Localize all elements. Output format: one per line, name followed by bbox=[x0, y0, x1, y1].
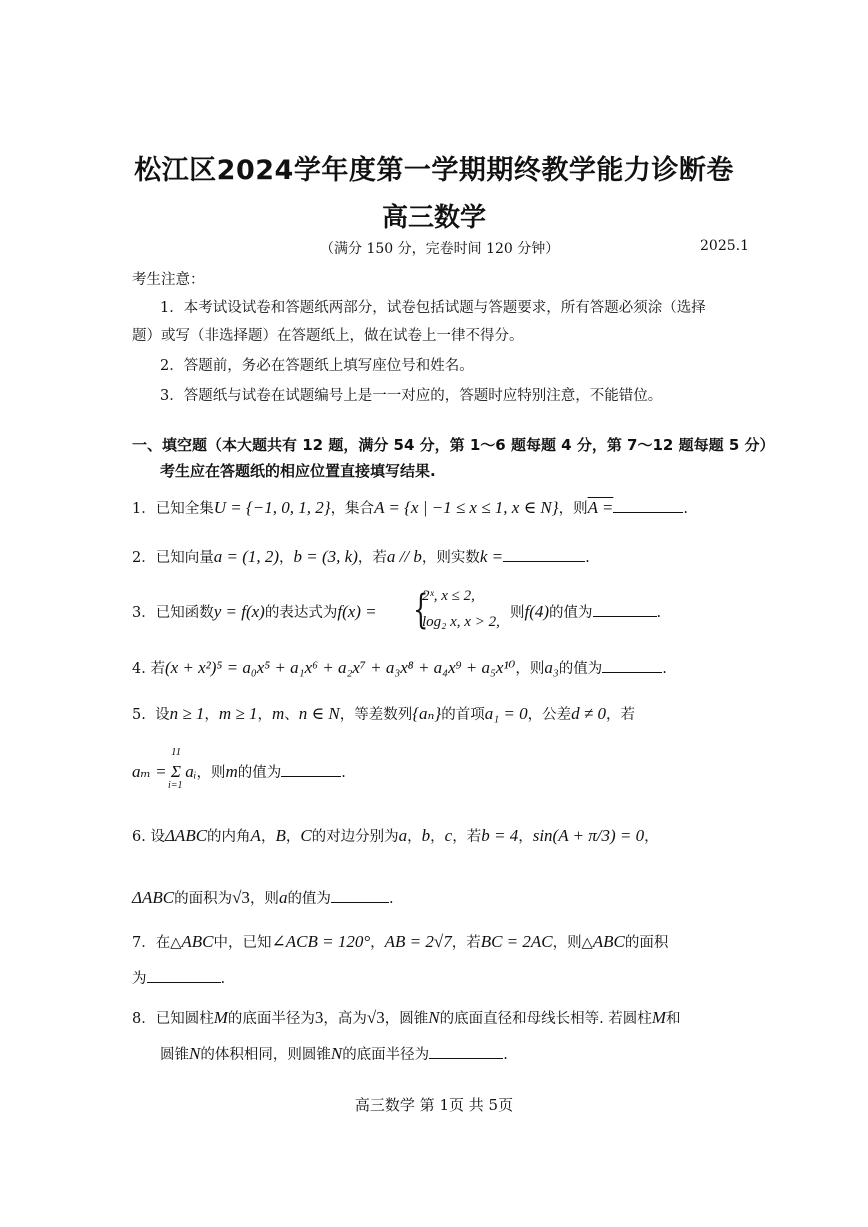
q3-text-2: 的表达式为 bbox=[264, 605, 338, 621]
q6-math-4: C bbox=[300, 826, 312, 845]
q8-text-5: 的底面直径和母线长相等. 若圆柱 bbox=[439, 1011, 652, 1027]
q8-math-3: √3 bbox=[366, 1008, 385, 1027]
q4-text-1: ，则 bbox=[515, 661, 545, 677]
q3-case-1: 2ˣ, x ≤ 2, bbox=[422, 588, 475, 604]
question-1 bbox=[132, 498, 688, 519]
q7-math-2: ∠ACB = 120° bbox=[271, 932, 371, 951]
q8-text-6: 和 bbox=[665, 1011, 681, 1027]
q5-number: 5. bbox=[132, 707, 146, 723]
q6-text-8: ， bbox=[518, 829, 533, 845]
q4-text-2: 的值为 bbox=[558, 661, 603, 677]
q6-text-13: . bbox=[388, 891, 394, 907]
q2-text-1: 已知向量 bbox=[155, 550, 214, 566]
q6-math-12: a bbox=[278, 888, 288, 907]
q6-math-8: b = 4 bbox=[481, 826, 519, 845]
q7-math-3: AB = 2√7 bbox=[384, 932, 452, 951]
question-4 bbox=[132, 658, 667, 679]
q3-math-1: y = f(x) bbox=[213, 602, 265, 621]
notice-heading: 考生注意： bbox=[132, 272, 205, 288]
q6-text-5: ， bbox=[407, 829, 422, 845]
q4-answer-blank[interactable] bbox=[602, 658, 662, 673]
q6-math-7: c bbox=[444, 826, 453, 845]
q8-math-6: N bbox=[189, 1044, 201, 1063]
q5-math-1: n ≥ 1 bbox=[169, 704, 205, 723]
q2-text-3: ，若 bbox=[357, 550, 387, 566]
q5-math-6: a₁ = 0 bbox=[484, 704, 528, 723]
q5-math-8: aₘ = Σ aᵢ bbox=[132, 762, 197, 781]
q1-number: 1． bbox=[132, 501, 156, 517]
q5-text-4: 、 bbox=[284, 707, 299, 723]
q8-text-7: 圆锥 bbox=[160, 1047, 189, 1063]
section-1-instruction: 考生应在答题纸的相应位置直接填写结果. bbox=[160, 462, 436, 480]
q7-text-2: 中，已知 bbox=[213, 935, 272, 951]
q6-text-1: 的内角 bbox=[207, 829, 251, 845]
q5-text-5: ，等差数列 bbox=[339, 707, 413, 723]
q6-number: 6. 设 bbox=[132, 829, 165, 845]
q7-number: 7． bbox=[132, 935, 156, 951]
q7-text-1: 在△ bbox=[155, 935, 182, 951]
q7-text-6: 的面积 bbox=[624, 935, 669, 951]
section-1-heading: 一、填空题（本大题共有 12 题，满分 54 分，第 1～6 题每题 4 分，第 7～12 题每题 5 分） bbox=[132, 436, 775, 454]
q2-math-1: a = (1, 2) bbox=[213, 547, 280, 566]
q5-math-5: {aₙ} bbox=[412, 704, 442, 723]
q5-answer-blank[interactable] bbox=[281, 762, 341, 777]
q4-math-2: a₃ bbox=[544, 658, 559, 677]
q4-math-1: (x + x²)⁵ = a₀x⁵ + a₁x⁶ + a₂x⁷ + a₃x⁸ + a₄x⁹ + a₅x¹⁰ bbox=[164, 658, 516, 677]
q7-text-7: 为 bbox=[132, 971, 147, 987]
exam-info: （满分 150 分，完卷时间 120 分钟） bbox=[320, 241, 560, 257]
q8-text-8: 的体积相同，则圆锥 bbox=[200, 1047, 331, 1063]
question-3 bbox=[132, 602, 377, 623]
q3-number: 3． bbox=[132, 605, 156, 621]
q6-text-9: ， bbox=[644, 829, 659, 845]
q3-text-4: 的值为 bbox=[549, 605, 593, 621]
q8-math-1: M bbox=[213, 1008, 228, 1027]
page-footer: 高三数学 第 1页 共 5页 bbox=[354, 1096, 514, 1114]
question-7-line-2 bbox=[132, 968, 225, 989]
q8-text-1: 已知圆柱 bbox=[155, 1011, 214, 1027]
q6-text-2: ， bbox=[260, 829, 276, 845]
q5-text-7: ，公差 bbox=[527, 707, 572, 723]
q1-math-3: A = bbox=[587, 498, 614, 517]
exam-date: 2025.1 bbox=[700, 238, 749, 254]
q6-text-10: 的面积为 bbox=[174, 891, 233, 907]
q6-text-11: ，则 bbox=[249, 891, 279, 907]
q5-text-9: ，则 bbox=[196, 765, 226, 781]
q5-text-6: 的首项 bbox=[441, 707, 485, 723]
q3-math-3: f(4) bbox=[524, 602, 550, 621]
q3-brace: { bbox=[413, 587, 429, 633]
q2-math-3: a // b bbox=[386, 547, 422, 566]
q2-number: 2． bbox=[132, 550, 156, 566]
q6-math-5: a bbox=[398, 826, 408, 845]
q5-math-9: m bbox=[225, 762, 238, 781]
q8-text-2: 的底面半径为 bbox=[227, 1011, 315, 1027]
q5-text-8: ，若 bbox=[605, 707, 635, 723]
q3-case-2: log₂ x, x > 2, bbox=[422, 614, 500, 630]
q6-text-7: ，若 bbox=[452, 829, 482, 845]
q3-math-2: f(x) = bbox=[337, 602, 377, 621]
q2-math-2: b = (3, k) bbox=[293, 547, 358, 566]
q6-math-1: ΔABC bbox=[164, 826, 208, 845]
q7-text-5: ，则△ bbox=[552, 935, 593, 951]
q7-text-3: ， bbox=[370, 935, 385, 951]
q6-math-10: ΔABC bbox=[132, 888, 175, 907]
q6-math-9: sin(A + π/3) = 0 bbox=[532, 826, 645, 845]
exam-subtitle: 高三数学 bbox=[381, 203, 486, 233]
q7-math-1: ABC bbox=[181, 932, 214, 951]
question-8-line-2 bbox=[160, 1044, 508, 1065]
q5-text-10: 的值为 bbox=[237, 765, 282, 781]
q6-math-3: B bbox=[275, 826, 286, 845]
q5-text-1: 设 bbox=[155, 707, 170, 723]
question-6-line-2 bbox=[132, 888, 394, 909]
question-5 bbox=[132, 704, 635, 725]
q2-answer-blank[interactable] bbox=[503, 547, 585, 562]
q3-text-3: 则 bbox=[510, 605, 525, 621]
q6-text-4: 的对边分别为 bbox=[311, 829, 399, 845]
q4-number: 4. 若 bbox=[132, 661, 165, 677]
question-5-line-2 bbox=[132, 762, 346, 783]
notice-item-2: 2．答题前，务必在答题纸上填写座位号和姓名。 bbox=[160, 358, 474, 374]
q5-text-11: . bbox=[341, 765, 346, 781]
q4-text-3: . bbox=[662, 661, 667, 677]
q8-number: 8． bbox=[132, 1011, 156, 1027]
notice-item-1-line-1: 1．本考试设试卷和答题纸两部分，试卷包括试题与答题要求，所有答题必须涂（选择 bbox=[160, 300, 706, 316]
q3-answer-blank[interactable] bbox=[593, 602, 657, 617]
q8-text-4: ，圆锥 bbox=[384, 1011, 429, 1027]
q6-text-6: ， bbox=[430, 829, 445, 845]
q7-text-4: ，若 bbox=[451, 935, 481, 951]
question-8 bbox=[132, 1008, 680, 1029]
exam-title: 松江区2024学年度第一学期期终教学能力诊断卷 bbox=[134, 155, 734, 186]
q5-text-2: ， bbox=[204, 707, 219, 723]
q6-answer-blank[interactable] bbox=[331, 888, 389, 903]
q2-text-4: ，则实数 bbox=[421, 550, 480, 566]
notice-item-3: 3．答题纸与试卷在试题编号上是一一对应的，答题时应特别注意，不能错位。 bbox=[160, 388, 663, 404]
q2-text-5: . bbox=[585, 550, 590, 566]
q3-text-1: 已知函数 bbox=[155, 605, 214, 621]
q1-answer-blank[interactable] bbox=[613, 498, 683, 513]
q8-math-2: 3 bbox=[314, 1008, 324, 1027]
q5-sum-top: 11 bbox=[171, 746, 182, 758]
question-7 bbox=[132, 932, 668, 953]
q5-text-3: ， bbox=[257, 707, 273, 723]
q8-math-7: N bbox=[330, 1044, 343, 1063]
q8-text-10: . bbox=[503, 1047, 508, 1063]
q7-text-8: . bbox=[220, 971, 226, 987]
q6-math-11: √3 bbox=[232, 888, 250, 907]
q3-text-5: . bbox=[656, 605, 662, 621]
q1-math-1: U = {−1, 0, 1, 2} bbox=[213, 498, 331, 517]
q8-answer-blank[interactable] bbox=[429, 1044, 503, 1059]
q6-math-2: A bbox=[250, 826, 261, 845]
q5-math-3: m bbox=[272, 704, 285, 723]
q5-math-2: m ≥ 1 bbox=[218, 704, 258, 723]
q6-text-12: 的值为 bbox=[287, 891, 331, 907]
question-6 bbox=[132, 826, 659, 847]
q6-math-6: b bbox=[421, 826, 431, 845]
question-3-tail bbox=[510, 602, 661, 623]
q8-text-3: ，高为 bbox=[323, 1011, 367, 1027]
q1-text-4: . bbox=[683, 501, 688, 517]
q8-math-4: N bbox=[428, 1008, 440, 1027]
q8-math-5: M bbox=[651, 1008, 666, 1027]
q1-text-1: 已知全集 bbox=[155, 501, 214, 517]
q5-sum-bottom: i=1 bbox=[168, 780, 183, 791]
q1-math-2: A = {x | −1 ≤ x ≤ 1, x ∈ N} bbox=[374, 498, 559, 517]
question-2 bbox=[132, 547, 590, 568]
q8-text-9: 的底面半径为 bbox=[342, 1047, 430, 1063]
q5-math-4: n ∈ N bbox=[298, 704, 340, 723]
q2-math-4: k = bbox=[479, 547, 504, 566]
notice-item-1-line-2: 题）或写（非选择题）在答题纸上，做在试卷上一律不得分。 bbox=[132, 328, 524, 344]
q6-text-3: ， bbox=[285, 829, 301, 845]
q7-math-4: BC = 2AC bbox=[480, 932, 553, 951]
q2-text-2: ， bbox=[279, 550, 294, 566]
q1-text-3: ，则 bbox=[558, 501, 588, 517]
q5-math-7: d ≠ 0 bbox=[571, 704, 606, 723]
q7-math-5: ABC bbox=[592, 932, 625, 951]
q1-text-2: ，集合 bbox=[330, 501, 375, 517]
q7-answer-blank[interactable] bbox=[147, 968, 221, 983]
